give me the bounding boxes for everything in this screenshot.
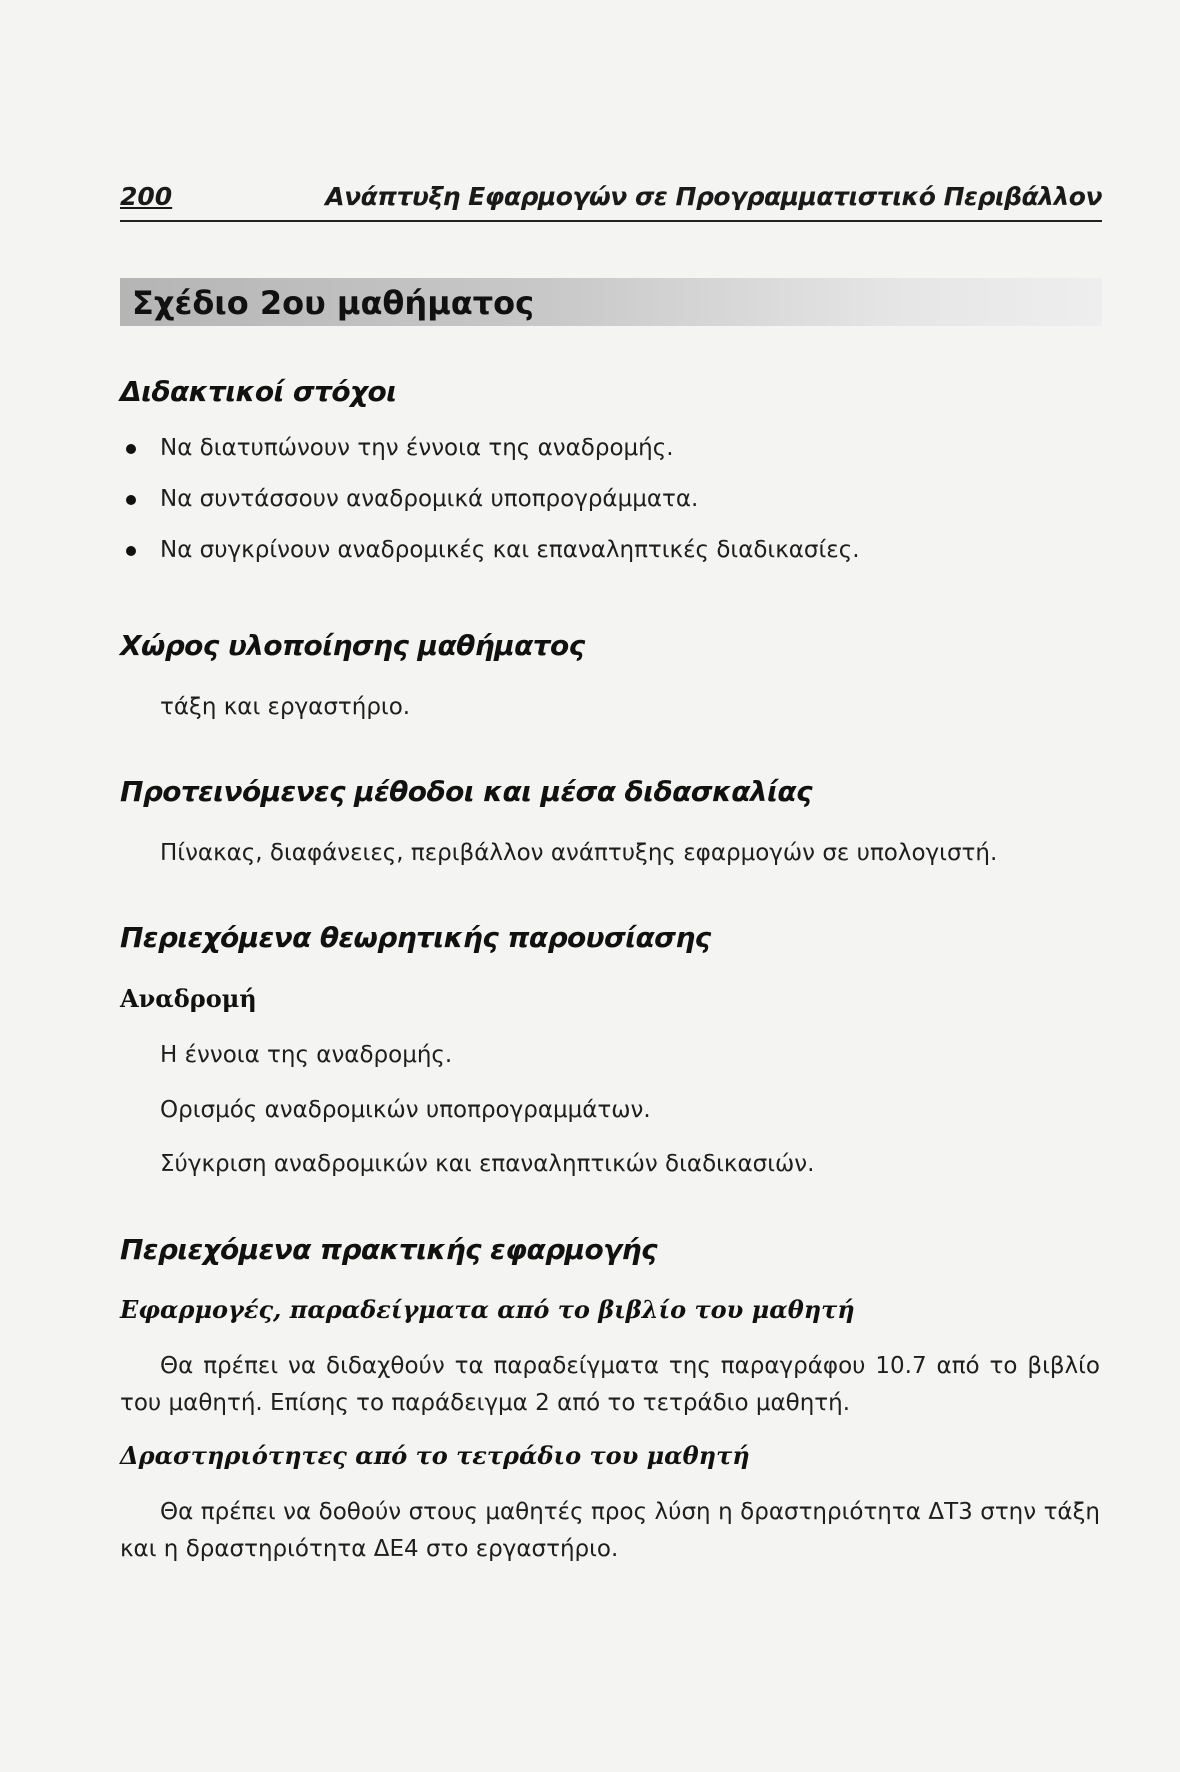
page-number: 200 — [120, 182, 173, 211]
goal-text: Να συγκρίνουν αναδρομικές και επαναληπτικές διαδικασίες. — [160, 537, 860, 563]
methods-text: Πίνακας, διαφάνειες, περιβάλλον ανάπτυξης εφαρμογών σε υπολογιστή. — [160, 840, 998, 866]
theory-item: Ορισμός αναδρομικών υποπρογραμμάτων. — [160, 1097, 651, 1123]
book-title: Ανάπτυξη Εφαρμογών σε Προγραμματιστικό Περιβάλλον — [325, 182, 1102, 211]
activities-heading: Δραστηριότητες από το τετράδιο του μαθητή — [120, 1441, 750, 1470]
lesson-title: Σχέδιο 2ου μαθήματος — [132, 284, 535, 322]
theory-heading: Περιεχόμενα θεωρητικής παρουσίασης — [120, 921, 711, 954]
lesson-banner — [120, 278, 1102, 326]
goal-text: Να διατυπώνουν την έννοια της αναδρομής. — [160, 435, 674, 461]
venue-text: τάξη και εργαστήριο. — [160, 694, 411, 720]
goal-text: Να συντάσσουν αναδρομικά υποπρογράμματα. — [160, 486, 699, 512]
theory-item: Σύγκριση αναδρομικών και επαναληπτικών διαδικασιών. — [160, 1151, 815, 1177]
applications-paragraph: Θα πρέπει να διδαχθούν τα παραδείγματα της παραγράφου 10.7 από το βιβλίο του μαθητή. Επίσης το παράδειγμα 2 από το τετράδιο μαθητή. — [120, 1353, 1100, 1416]
goals-heading: Διδακτικοί στόχοι — [120, 375, 397, 408]
bullet-icon — [126, 444, 136, 454]
applications-heading: Εφαρμογές, παραδείγματα από το βιβλίο του μαθητή — [120, 1295, 855, 1324]
theory-subheading: Αναδρομή — [120, 984, 257, 1013]
activities-paragraph: Θα πρέπει να δοθούν στους μαθητές προς λύση η δραστηριότητα ΔΤ3 στην τάξη και η δραστηριότητα ΔΕ4 στο εργαστήριο. — [120, 1499, 1100, 1562]
venue-heading: Χώρος υλοποίησης μαθήματος — [120, 629, 585, 662]
theory-item: Η έννοια της αναδρομής. — [160, 1042, 453, 1068]
practice-heading: Περιεχόμενα πρακτικής εφαρμογής — [120, 1233, 657, 1266]
bullet-icon — [126, 495, 136, 505]
methods-heading: Προτεινόμενες μέθοδοι και μέσα διδασκαλίας — [120, 775, 812, 808]
bullet-icon — [126, 546, 136, 556]
running-header — [120, 180, 1102, 222]
